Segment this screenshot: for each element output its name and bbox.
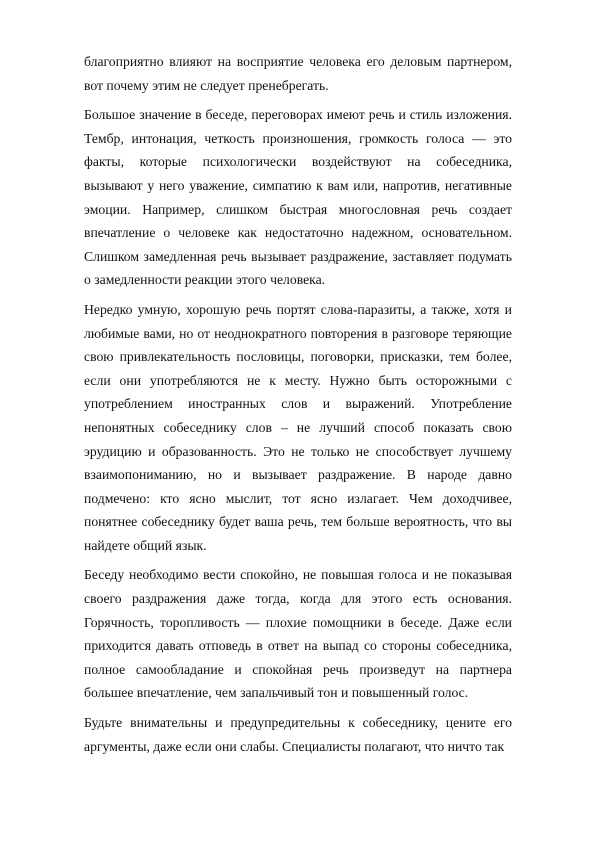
paragraph-5: Будьте внимательны и предупредительны к собеседнику, цените его аргументы, даже если они слабы. Специалисты полагают, что ничто так [84, 715, 512, 754]
paragraph-4: Беседу необходимо вести спокойно, не повышая голоса и не показывая своего раздражения даже тогда, когда для этого есть основания. Горячность, торопливость — плохие помощники в беседе. Даже если приходится давать отповедь в ответ на выпад со стороны собеседника, полное самообладание и спокойная речь произведут на партнера большее впечатление, чем запальчивый тон и повышенный голос. [84, 567, 512, 701]
paragraph-2: Большое значение в беседе, переговорах имеют речь и стиль изложения. Тембр, интонация, четкость произношения, громкость голоса — это факты, которые психологически воздействуют на собеседника, вызывают у него уважение, симпатию к вам или, напротив, негативные эмоции. Например, слишком быстрая многословная речь создает впечатление о человеке как недостаточно надежном, основательном. Слишком замедленная речь вызывает раздражение, заставляет подумать о замедленности реакции этого человека. [84, 107, 512, 288]
document-page [84, 50, 512, 764]
paragraph-3: Нередко умную, хорошую речь портят слова-паразиты, а также, хотя и любимые вами, но от неоднократного повторения в разговоре теряющие свою привлекательность пословицы, поговорки, присказки, тем более, если они употребляются не к месту. Нужно быть осторожными с употреблением иностранных слов и выражений. Употребление непонятных собеседнику слов – не лучший способ показать свою эрудицию и образованность. Это не только не способствует лучшему взаимопониманию, но и вызывает раздражение. В народе давно подмечено: кто ясно мыслит, тот ясно излагает. Чем доходчивее, понятнее собеседнику будет ваша речь, тем больше вероятность, что вы найдете общий язык. [84, 301, 512, 553]
paragraph-1: благоприятно влияют на восприятие человека его деловым партнером, вот почему этим не следует пренебрегать. [84, 54, 512, 93]
